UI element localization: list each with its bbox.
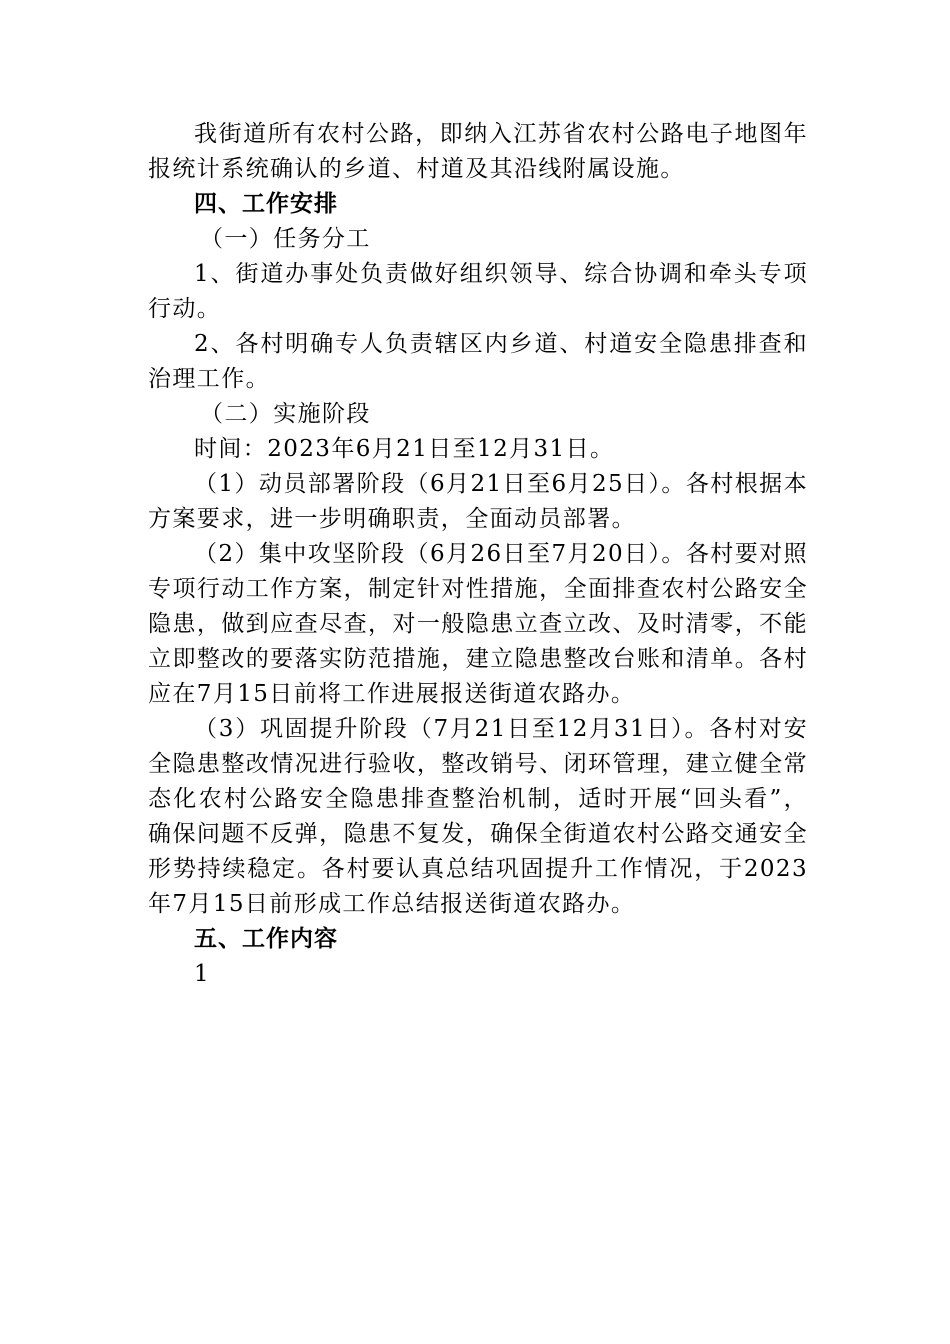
- section-heading-work-content: 五、工作内容: [194, 926, 338, 952]
- subsection-heading-implementation: （二）实施阶段: [200, 401, 371, 427]
- scope-paragraph: 我街道所有农村公路，即纳入江苏省农村公路电子地图年报统计系统确认的乡道、村道及其沿线附属设施。: [148, 121, 808, 182]
- task-item-1: 1、街道办事处负责做好组织领导、综合协调和牵头专项行动。: [148, 261, 808, 322]
- stage-3-paragraph: （3）巩固提升阶段（7月21日至12月31日）。各村对安全隐患整改情况进行验收，整改销号、闭环管理，建立健全常态化农村公路安全隐患排查整治机制，适时开展“回头看”，确保问题不反弹，隐患不复发，确保全街道农村公路交通安全形势持续稳定。各村要认真总结巩固提升工作情况，于2023年7月15日前形成工作总结报送街道农路办。: [148, 716, 808, 917]
- document-body: [148, 117, 808, 992]
- time-paragraph: 时间：2023年6月21日至12月31日。: [194, 436, 615, 462]
- stage-2-paragraph: （2）集中攻坚阶段（6月26日至7月20日）。各村要对照专项行动工作方案，制定针对性措施，全面排查农村公路安全隐患，做到应查尽查，对一般隐患立查立改、及时清零，不能立即整改的要落实防范措施，建立隐患整改台账和清单。各村应在7月15日前将工作进展报送街道农路办。: [148, 541, 808, 707]
- trailing-item-number: 1: [194, 961, 211, 987]
- section-heading-work-arrangement: 四、工作安排: [194, 191, 338, 217]
- task-item-2: 2、各村明确专人负责辖区内乡道、村道安全隐患排查和治理工作。: [148, 331, 808, 392]
- subsection-heading-task-division: （一）任务分工: [200, 226, 371, 252]
- stage-1-paragraph: （1）动员部署阶段（6月21日至6月25日）。各村根据本方案要求，进一步明确职责，全面动员部署。: [148, 471, 808, 532]
